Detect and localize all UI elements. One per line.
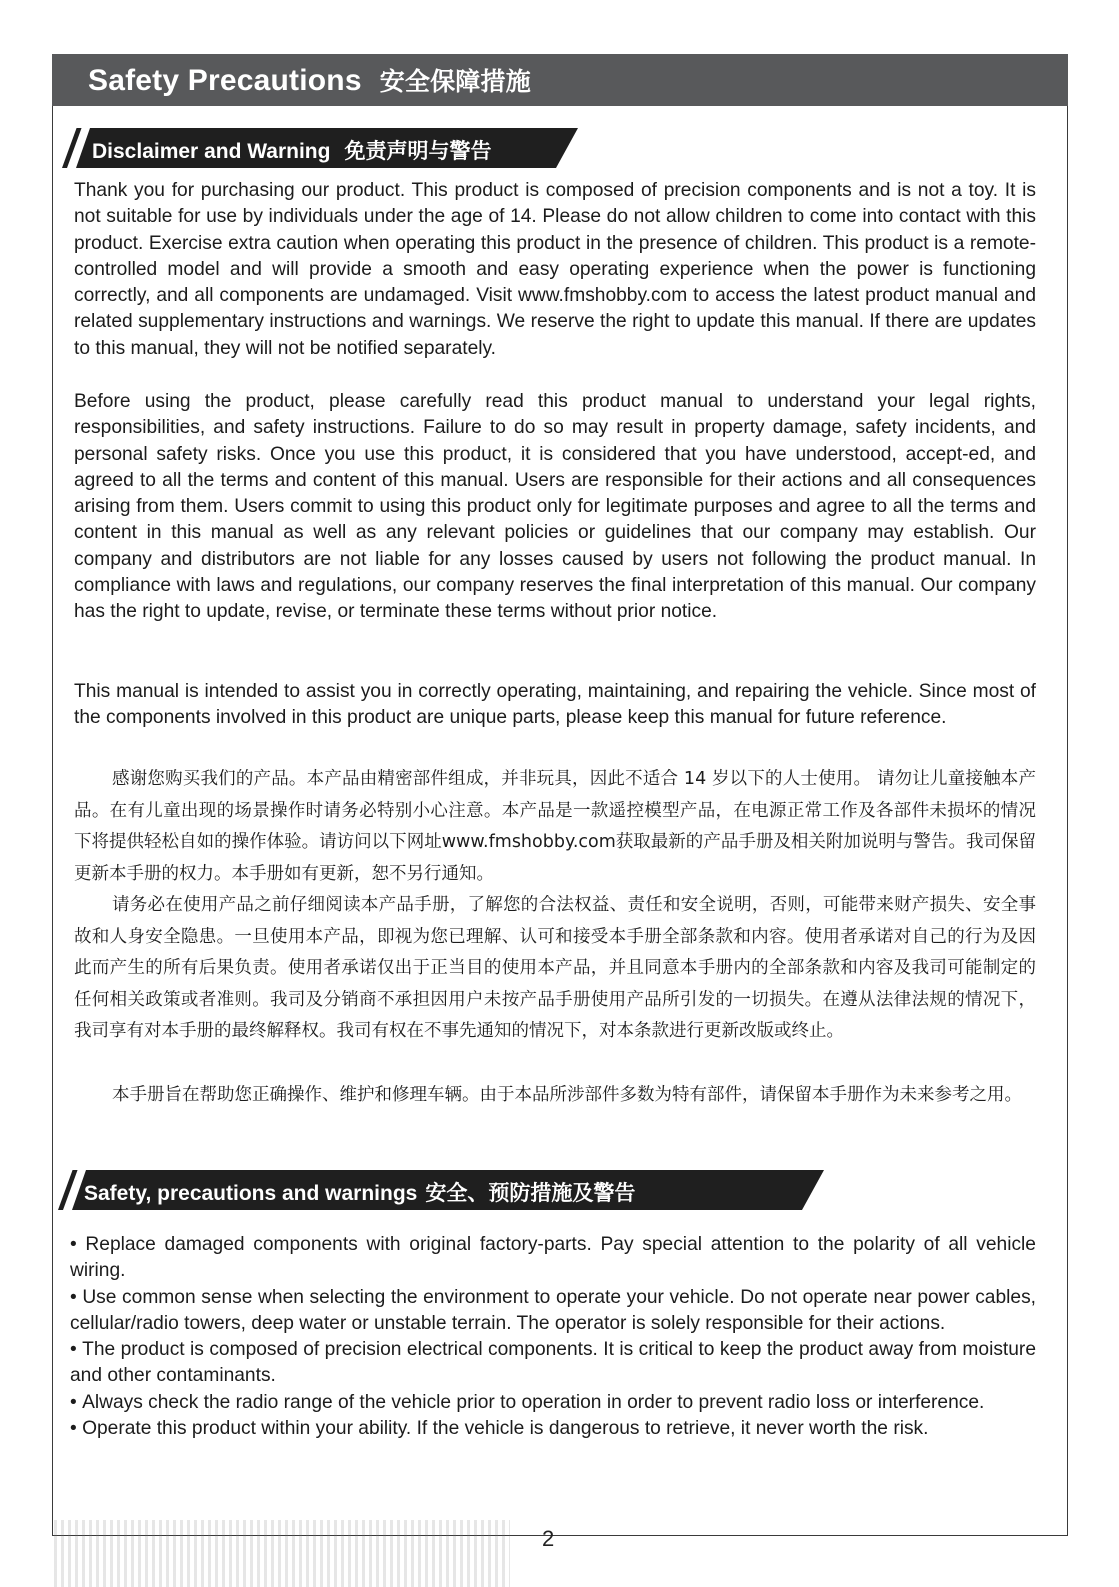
page-title xyxy=(88,62,531,98)
section-title-en: Safety, precautions and warnings xyxy=(84,1182,418,1205)
paragraph-en-2: Before using the product, please carefully read this product manual to understand your legal rights, responsibilities, and safety instructions. Failure to do so may result in property damage, safety incidents, and personal safety risks. Once you use this product, it is considered that you have understood, accept-ed, and agreed to all the terms and content of this manual. Users are responsible for their actions and all consequences arising from them. Users commit to using this product only for legitimate purposes and agree to all the terms and content in this manual as well as any relevant policies or guidelines that our company may establish. Our company and distributors are not liable for any losses caused by users not following the product manual. In compliance with laws and regulations, our company reserves the final interpretation of this manual. Our company has the right to update, revise, or terminate these terms without prior notice. xyxy=(74,391,1036,623)
section-title xyxy=(84,1177,635,1207)
bullet-item: • Use common sense when selecting the environment to operate your vehicle. Do not operate near power cables, cellular/radio towers, deep water or unstable terrain. The operator is solely responsible for their actions. xyxy=(70,1285,1036,1338)
section-title xyxy=(92,135,491,165)
paragraph-en-3: This manual is intended to assist you in correctly operating, maintaining, and repairing the vehicle. Since most of the components involved in this product are unique parts, please keep this manual for future reference. xyxy=(74,681,1036,729)
bullet-item: • Operate this product within your ability. If the vehicle is dangerous to retrieve, it never worth the risk. xyxy=(70,1416,1036,1442)
section-title-en: Disclaimer and Warning xyxy=(92,140,331,163)
page-number: 2 xyxy=(542,1526,555,1551)
watermark-pattern xyxy=(54,1520,510,1587)
section-title-cn: 安全、预防措施及警告 xyxy=(425,1182,636,1205)
paragraph-cn-2: 请务必在使用产品之前仔细阅读本产品手册，了解您的合法权益、责任和安全说明，否则，可能带来财产损失、安全事故和人身安全隐患。一旦使用本产品，即视为您已理解、认可和接受本手册全部条款和内容。使用者承诺对自己的行为及因此而产生的所有后果负责。使用者承诺仅出于正当目的使用本产品，并且同意本手册内的全部条款和内容及我司可能制定的任何相关政策或者准则。我司及分销商不承担因用户未按产品手册使用产品所引发的一切损失。在遵从法律法规的情况下，我司享有对本手册的最终解释权。我司有权在不事先通知的情况下，对本条款进行更新改版或终止。 xyxy=(74,895,1036,1041)
safety-bullet-list xyxy=(70,1232,1036,1442)
section-header-safety xyxy=(58,1170,824,1210)
section-header-disclaimer xyxy=(62,128,578,168)
header-bar xyxy=(52,54,1068,106)
bullet-item: • Always check the radio range of the vehicle prior to operation in order to prevent radio loss or interference. xyxy=(70,1390,1036,1416)
bullet-item: • Replace damaged components with original factory-parts. Pay special attention to the polarity of all vehicle wiring. xyxy=(70,1232,1036,1285)
bullet-item: • The product is composed of precision electrical components. It is critical to keep the product away from moisture and other contaminants. xyxy=(70,1337,1036,1390)
paragraph-cn-3: 本手册旨在帮助您正确操作、维护和修理车辆。由于本品所涉部件多数为特有部件，请保留本手册作为未来参考之用。 xyxy=(112,1085,1022,1105)
page-title-en: Safety Precautions xyxy=(88,64,362,97)
paragraph-cn-1: 感谢您购买我们的产品。本产品由精密部件组成，并非玩具，因此不适合 14 岁以下的人士使用。 请勿让儿童接触本产品。在有儿童出现的场景操作时请务必特别小心注意。本产品是一款遥控模型产品，在电源正常工作及各部件未损坏的情况下将提供轻松自如的操作体验。请访问以下网址www.fmshobby.com获取最新的产品手册及相关附加说明与警告。我司保留更新本手册的权力。本手册如有更新，恕不另行通知。 xyxy=(74,769,1036,884)
page-title-cn: 安全保障措施 xyxy=(379,68,531,96)
paragraph-en-1: Thank you for purchasing our product. This product is composed of precision components and is not a toy. It is not suitable for use by individuals under the age of 14. Please do not allow children to come into contact with this product. Exercise extra caution when operating this product in the presence of children. This product is a remote-controlled model and will provide a smooth and easy operating experience when the power is functioning correctly, and all components are undamaged. Visit www.fmshobby.com to access the latest product manual and related supplementary instructions and warnings. We reserve the right to update this manual. If there are updates to this manual, they will not be notified separately. xyxy=(74,180,1036,359)
section-title-cn: 免责声明与警告 xyxy=(344,140,492,163)
